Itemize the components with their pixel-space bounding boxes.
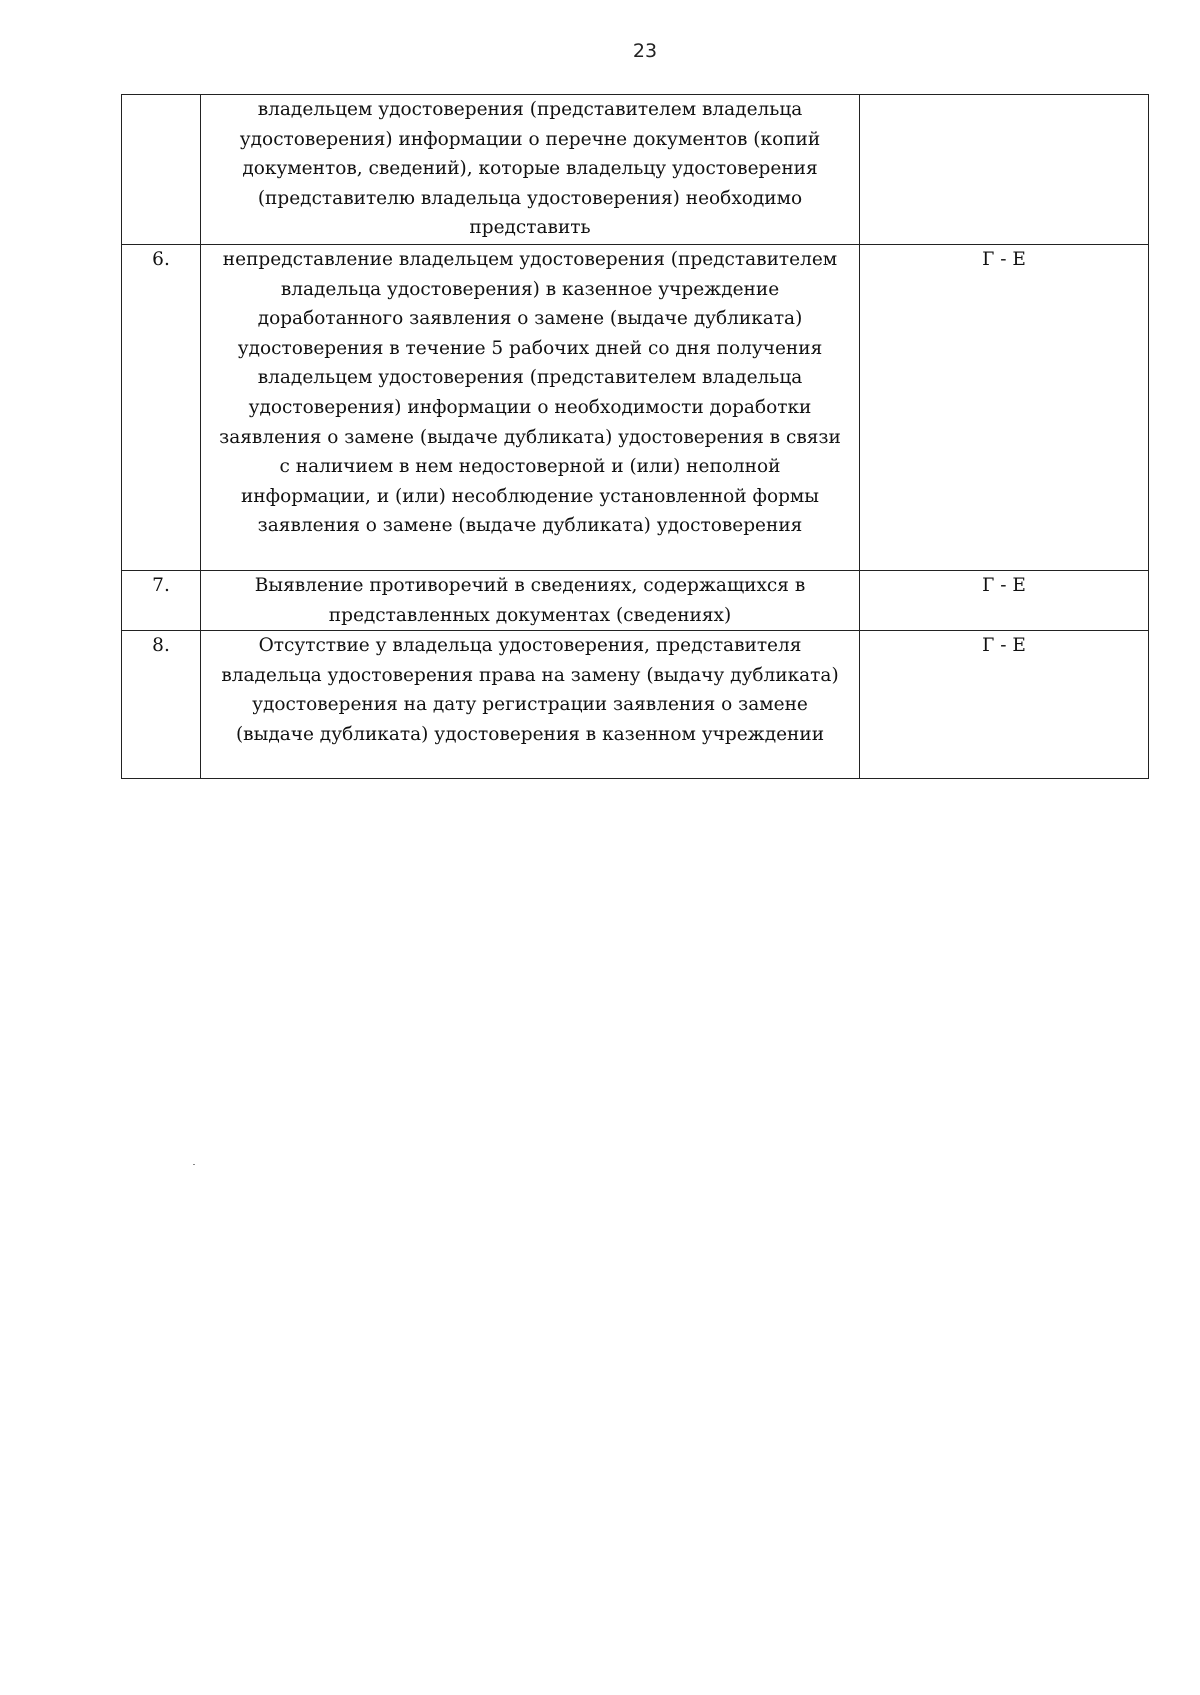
row-number <box>122 95 201 245</box>
table-row <box>122 631 1149 779</box>
row-number: 7. <box>122 571 201 631</box>
table-row <box>122 95 1149 245</box>
row-number: 8. <box>122 631 201 779</box>
row-code: Г - Е <box>860 631 1149 779</box>
row-text: Отсутствие у владельца удостоверения, представителя владельца удостоверения права на замену (выдачу дубликата) удостоверения на дату регистрации заявления о замене (выдаче дубликата) удостоверения в казенном учреждении <box>201 631 860 779</box>
row-code: Г - Е <box>860 245 1149 571</box>
row-number: 6. <box>122 245 201 571</box>
row-text: Выявление противоречий в сведениях, содержащихся в представленных документах (сведениях) <box>201 571 860 631</box>
scan-artifact <box>193 1164 195 1165</box>
row-code: Г - Е <box>860 571 1149 631</box>
row-text: владельцем удостоверения (представителем владельца удостоверения) информации о перечне документов (копий документов, сведений), которые владельцу удостоверения (представителю владельца удостоверения) необходимо представить <box>201 95 860 245</box>
row-text: непредставление владельцем удостоверения (представителем владельца удостоверения) в казенное учреждение доработанного заявления о замене (выдаче дубликата) удостоверения в течение 5 рабочих дней со дня получения владельцем удостоверения (представителем владельца удостоверения) информации о необходимости доработки заявления о замене (выдаче дубликата) удостоверения в связи с наличием в нем недостоверной и (или) неполной информации, и (или) несоблюдение установленной формы заявления о замене (выдаче дубликата) удостоверения <box>201 245 860 571</box>
row-code <box>860 95 1149 245</box>
grounds-table <box>121 94 1149 779</box>
table-row <box>122 245 1149 571</box>
page-number: 23 <box>632 40 658 62</box>
table-row <box>122 571 1149 631</box>
